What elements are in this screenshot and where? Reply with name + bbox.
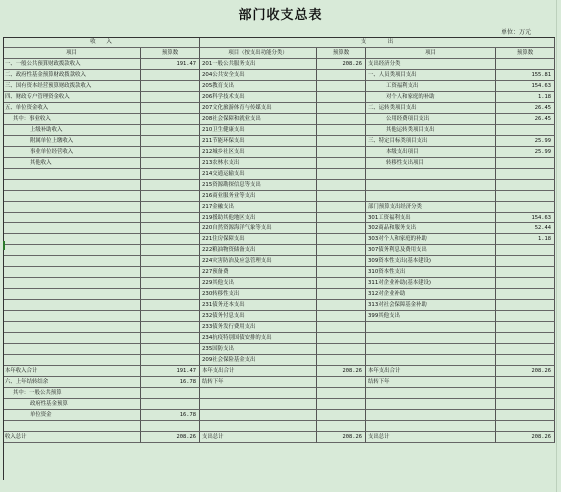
amount-cell[interactable] (496, 289, 555, 300)
amount-cell[interactable] (317, 410, 366, 421)
amount-cell[interactable] (496, 180, 555, 191)
amount-cell[interactable] (317, 103, 366, 114)
amount-cell[interactable] (141, 333, 200, 344)
item-cell[interactable]: 220自然资源海洋气象等支出 (200, 223, 317, 234)
item-cell[interactable]: 234抗疫特别国债安排的支出 (200, 333, 317, 344)
amount-cell[interactable] (496, 333, 555, 344)
amount-cell[interactable] (141, 267, 200, 278)
amount-cell[interactable] (317, 213, 366, 224)
amount-cell[interactable]: 1.18 (496, 92, 555, 103)
item-cell[interactable]: 209社会保险基金支出 (200, 355, 317, 366)
amount-cell[interactable] (496, 158, 555, 169)
amount-cell[interactable] (317, 322, 366, 333)
item-cell[interactable]: 232债务付息支出 (200, 311, 317, 322)
amount-cell[interactable] (141, 322, 200, 333)
amount-cell[interactable]: 26.45 (496, 114, 555, 125)
amount-cell[interactable] (141, 399, 200, 410)
amount-cell[interactable] (141, 311, 200, 322)
item-cell[interactable]: 政府性基金预算 (3, 399, 141, 410)
item-cell[interactable]: 附属单位上缴收入 (3, 136, 141, 147)
item-cell[interactable] (3, 300, 141, 311)
amount-cell[interactable] (141, 114, 200, 125)
item-cell[interactable]: 211节能环保支出 (200, 136, 317, 147)
item-cell[interactable] (3, 202, 141, 213)
amount-cell[interactable] (496, 256, 555, 267)
item-cell[interactable] (3, 278, 141, 289)
item-cell[interactable] (366, 191, 496, 202)
item-cell[interactable]: 转移性支出项目 (366, 158, 496, 169)
selected-cell-marker (3, 241, 5, 250)
item-cell[interactable] (3, 333, 141, 344)
amount-cell[interactable]: 208.26 (141, 432, 200, 443)
item-cell[interactable]: 217金融支出 (200, 202, 317, 213)
amount-cell[interactable] (496, 388, 555, 399)
amount-cell[interactable]: 154.63 (496, 213, 555, 224)
amount-cell[interactable] (496, 410, 555, 421)
item-cell[interactable]: 其他收入 (3, 158, 141, 169)
grid-line (556, 0, 557, 492)
amount-cell[interactable]: 208.26 (317, 59, 366, 70)
item-cell[interactable]: 206科学技术支出 (200, 92, 317, 103)
amount-cell[interactable] (496, 355, 555, 366)
amount-cell[interactable]: 154.63 (496, 81, 555, 92)
item-cell[interactable]: 本年收入合计 (3, 366, 141, 377)
amount-cell[interactable]: 191.47 (141, 366, 200, 377)
amount-cell[interactable] (496, 421, 555, 432)
item-cell[interactable] (3, 311, 141, 322)
item-cell[interactable]: 221住房保障支出 (200, 234, 317, 245)
item-cell[interactable]: 219援助其他地区支出 (200, 213, 317, 224)
item-cell[interactable] (3, 180, 141, 191)
amount-cell[interactable] (317, 355, 366, 366)
page-title: 部门收支总表 (238, 8, 323, 23)
item-cell[interactable] (200, 399, 317, 410)
item-cell[interactable]: 307债务利息及费用支出 (366, 245, 496, 256)
amount-cell[interactable] (496, 300, 555, 311)
amount-cell[interactable] (141, 169, 200, 180)
amount-cell[interactable]: 26.45 (496, 103, 555, 114)
item-cell[interactable]: 一、一般公共预算财政拨款收入 (3, 59, 141, 70)
amount-cell[interactable] (496, 267, 555, 278)
amount-cell[interactable]: 25.99 (496, 147, 555, 158)
amount-cell[interactable]: 16.78 (141, 377, 200, 388)
amount-cell[interactable] (141, 213, 200, 224)
amount-cell[interactable] (496, 245, 555, 256)
amount-cell[interactable] (317, 234, 366, 245)
item-cell[interactable]: 310资本性支出 (366, 267, 496, 278)
amount-cell[interactable] (141, 125, 200, 136)
item-cell[interactable]: 一、人员类项目支出 (366, 70, 496, 81)
item-cell[interactable]: 二、政府性基金预算财政拨款收入 (3, 70, 141, 81)
item-cell[interactable]: 201一般公共服务支出 (200, 59, 317, 70)
amount-cell[interactable] (141, 234, 200, 245)
amount-cell[interactable] (141, 103, 200, 114)
item-cell[interactable]: 三、特定目标类项目支出 (366, 136, 496, 147)
amount-cell[interactable]: 191.47 (141, 59, 200, 70)
amount-cell[interactable] (141, 223, 200, 234)
item-cell[interactable] (366, 344, 496, 355)
item-cell[interactable]: 五、单位资金收入 (3, 103, 141, 114)
amount-cell[interactable] (141, 202, 200, 213)
item-cell[interactable]: 227预备费 (200, 267, 317, 278)
amount-cell[interactable] (496, 59, 555, 70)
amount-cell[interactable]: 208.26 (496, 366, 555, 377)
item-cell[interactable] (200, 421, 317, 432)
item-cell[interactable]: 301工资福利支出 (366, 213, 496, 224)
item-cell[interactable]: 235国防支出 (200, 344, 317, 355)
item-cell[interactable]: 工资福利支出 (366, 81, 496, 92)
item-cell[interactable]: 本年支出合计 (366, 366, 496, 377)
amount-cell[interactable] (317, 421, 366, 432)
amount-cell[interactable] (317, 70, 366, 81)
item-cell[interactable] (3, 289, 141, 300)
amount-cell[interactable] (141, 245, 200, 256)
amount-cell[interactable] (141, 355, 200, 366)
amount-cell[interactable] (496, 311, 555, 322)
item-cell[interactable]: 本年支出合计 (200, 366, 317, 377)
item-cell[interactable] (366, 410, 496, 421)
amount-cell[interactable] (141, 344, 200, 355)
amount-cell[interactable]: 208.26 (317, 366, 366, 377)
item-cell[interactable]: 事业单位经营收入 (3, 147, 141, 158)
amount-cell[interactable] (317, 256, 366, 267)
amount-cell[interactable]: 25.99 (496, 136, 555, 147)
column-header[interactable]: 项目 (3, 48, 141, 59)
amount-cell[interactable]: 155.81 (496, 70, 555, 81)
amount-cell[interactable] (317, 136, 366, 147)
amount-cell[interactable]: 208.26 (317, 432, 366, 443)
amount-cell[interactable] (317, 333, 366, 344)
amount-cell[interactable] (141, 421, 200, 432)
amount-cell[interactable] (496, 399, 555, 410)
amount-cell[interactable] (317, 300, 366, 311)
item-cell[interactable] (366, 169, 496, 180)
item-cell[interactable] (3, 191, 141, 202)
item-cell[interactable] (3, 267, 141, 278)
expense-section-header[interactable]: 支 出 (200, 37, 555, 48)
item-cell[interactable] (3, 169, 141, 180)
item-cell[interactable]: 部门预算支出经济分类 (366, 202, 496, 213)
item-cell[interactable] (200, 410, 317, 421)
amount-cell[interactable] (317, 202, 366, 213)
item-cell[interactable]: 四、财政专户管理资金收入 (3, 92, 141, 103)
amount-cell[interactable] (317, 125, 366, 136)
item-cell[interactable] (3, 234, 141, 245)
item-cell[interactable]: 214交通运输支出 (200, 169, 317, 180)
item-cell[interactable]: 303对个人和家庭的补助 (366, 234, 496, 245)
amount-cell[interactable] (317, 377, 366, 388)
item-cell[interactable]: 其中：事业收入 (3, 114, 141, 125)
unit-label: 单位：万元 (500, 29, 531, 36)
amount-cell[interactable] (141, 278, 200, 289)
amount-cell[interactable] (141, 300, 200, 311)
item-cell[interactable]: 210卫生健康支出 (200, 125, 317, 136)
item-cell[interactable]: 支出经济分类 (366, 59, 496, 70)
amount-cell[interactable] (317, 399, 366, 410)
amount-cell[interactable] (496, 344, 555, 355)
income-section-header[interactable]: 收 入 (3, 37, 200, 48)
item-cell[interactable]: 312对企业补助 (366, 289, 496, 300)
amount-cell[interactable] (496, 202, 555, 213)
item-cell[interactable] (366, 421, 496, 432)
amount-cell[interactable] (317, 191, 366, 202)
item-cell[interactable] (3, 245, 141, 256)
item-cell[interactable]: 单位资金 (3, 410, 141, 421)
amount-cell[interactable] (317, 344, 366, 355)
amount-cell[interactable] (317, 147, 366, 158)
item-cell[interactable]: 公用经费项目支出 (366, 114, 496, 125)
column-header[interactable]: 项目（按支出功能分类） (200, 48, 317, 59)
amount-cell[interactable] (141, 180, 200, 191)
amount-cell[interactable] (317, 180, 366, 191)
amount-cell[interactable] (141, 92, 200, 103)
item-cell[interactable]: 其他运转类项目支出 (366, 125, 496, 136)
item-cell[interactable] (3, 344, 141, 355)
item-cell[interactable] (366, 322, 496, 333)
amount-cell[interactable] (317, 278, 366, 289)
item-cell[interactable]: 205教育支出 (200, 81, 317, 92)
item-cell[interactable]: 302商品和服务支出 (366, 223, 496, 234)
item-cell[interactable]: 结转下年 (366, 377, 496, 388)
item-cell[interactable]: 对个人和家庭的补助 (366, 92, 496, 103)
item-cell[interactable]: 结转下年 (200, 377, 317, 388)
item-cell[interactable]: 支出总计 (366, 432, 496, 443)
amount-cell[interactable] (141, 136, 200, 147)
amount-cell[interactable]: 52.44 (496, 223, 555, 234)
item-cell[interactable]: 213农林水支出 (200, 158, 317, 169)
amount-cell[interactable] (317, 114, 366, 125)
item-cell[interactable]: 208社会保障和就业支出 (200, 114, 317, 125)
item-cell[interactable]: 六、上年结转结余 (3, 377, 141, 388)
amount-cell[interactable] (317, 169, 366, 180)
amount-cell[interactable] (317, 388, 366, 399)
column-header[interactable]: 项目 (366, 48, 496, 59)
amount-cell[interactable] (496, 125, 555, 136)
amount-cell[interactable] (317, 267, 366, 278)
amount-cell[interactable] (317, 81, 366, 92)
amount-cell[interactable] (317, 245, 366, 256)
item-cell[interactable] (366, 180, 496, 191)
item-cell[interactable]: 216商业服务业等支出 (200, 191, 317, 202)
amount-cell[interactable] (141, 70, 200, 81)
item-cell[interactable]: 其中：一般公共预算 (3, 388, 141, 399)
amount-cell[interactable] (496, 191, 555, 202)
item-cell[interactable] (3, 355, 141, 366)
item-cell[interactable] (3, 322, 141, 333)
item-cell[interactable]: 222粮油物资储备支出 (200, 245, 317, 256)
item-cell[interactable] (3, 223, 141, 234)
item-cell[interactable]: 215资源勘探信息等支出 (200, 180, 317, 191)
item-cell[interactable]: 207文化旅游体育与传媒支出 (200, 103, 317, 114)
item-cell[interactable]: 上级补助收入 (3, 125, 141, 136)
item-cell[interactable] (3, 421, 141, 432)
amount-cell[interactable]: 16.78 (141, 410, 200, 421)
item-cell[interactable]: 三、国有资本经营预算财政拨款收入 (3, 81, 141, 92)
amount-cell[interactable] (141, 158, 200, 169)
item-cell[interactable]: 收入总计 (3, 432, 141, 443)
item-cell[interactable]: 二、运转类项目支出 (366, 103, 496, 114)
amount-cell[interactable] (496, 322, 555, 333)
item-cell[interactable]: 229其他支出 (200, 278, 317, 289)
item-cell[interactable]: 399其他支出 (366, 311, 496, 322)
amount-cell[interactable]: 1.18 (496, 234, 555, 245)
item-cell[interactable]: 224灾害防治及应急管理支出 (200, 256, 317, 267)
amount-cell[interactable] (317, 92, 366, 103)
amount-cell[interactable] (141, 256, 200, 267)
item-cell[interactable]: 311对企业补助(基本建设) (366, 278, 496, 289)
item-cell[interactable] (200, 388, 317, 399)
item-cell[interactable] (3, 256, 141, 267)
amount-cell[interactable] (141, 191, 200, 202)
amount-cell[interactable] (317, 223, 366, 234)
amount-cell[interactable] (317, 289, 366, 300)
item-cell[interactable]: 313对社会保障基金补助 (366, 300, 496, 311)
item-cell[interactable]: 230转移性支出 (200, 289, 317, 300)
amount-cell[interactable] (141, 147, 200, 158)
amount-cell[interactable] (317, 158, 366, 169)
amount-cell[interactable] (496, 278, 555, 289)
amount-cell[interactable]: 208.26 (496, 432, 555, 443)
item-cell[interactable]: 212城乡社区支出 (200, 147, 317, 158)
item-cell[interactable] (366, 399, 496, 410)
item-cell[interactable] (3, 213, 141, 224)
item-cell[interactable]: 231债务还本支出 (200, 300, 317, 311)
item-cell[interactable]: 309资本性支出(基本建设) (366, 256, 496, 267)
column-header[interactable]: 预算数 (496, 48, 555, 59)
column-header[interactable]: 预算数 (141, 48, 200, 59)
amount-cell[interactable] (496, 169, 555, 180)
item-cell[interactable]: 本级支出项目 (366, 147, 496, 158)
amount-cell[interactable] (141, 81, 200, 92)
amount-cell[interactable] (317, 311, 366, 322)
amount-cell[interactable] (141, 388, 200, 399)
item-cell[interactable] (366, 388, 496, 399)
amount-cell[interactable] (496, 377, 555, 388)
item-cell[interactable]: 支出总计 (200, 432, 317, 443)
item-cell[interactable]: 233债务发行费用支出 (200, 322, 317, 333)
item-cell[interactable] (366, 333, 496, 344)
column-header[interactable]: 预算数 (317, 48, 366, 59)
amount-cell[interactable] (141, 289, 200, 300)
item-cell[interactable]: 204公共安全支出 (200, 70, 317, 81)
item-cell[interactable] (366, 355, 496, 366)
